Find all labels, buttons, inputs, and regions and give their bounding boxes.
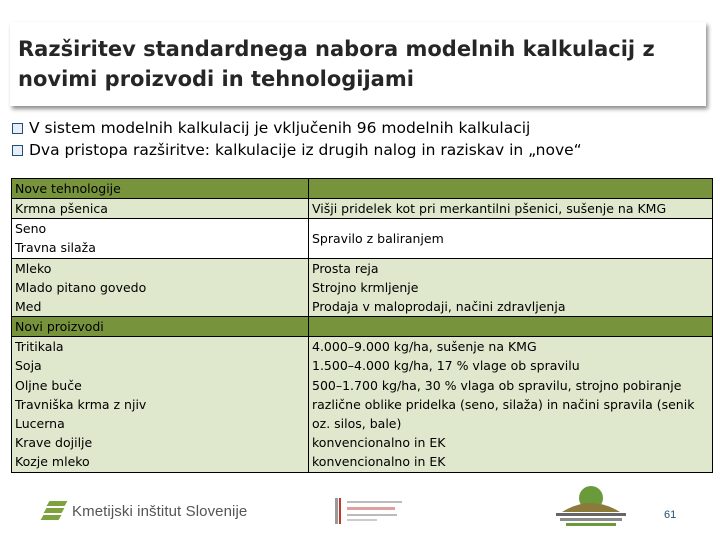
table-cell-left xyxy=(12,337,309,472)
university-faculty-logo-icon xyxy=(333,496,415,526)
bullet-item xyxy=(12,117,712,139)
bullet-item xyxy=(12,139,712,161)
header-cell: Nove tehnologije xyxy=(12,179,309,199)
header-cell-empty xyxy=(309,179,713,199)
cell-line: Soja xyxy=(15,358,42,374)
cell-line: različne oblike pridelka (seno, silaža) in načini spravila (senik xyxy=(312,396,695,412)
slide-title-line2: novimi proizvodi in tehnologijami xyxy=(18,67,414,91)
cell-line: Višji pridelek kot pri merkantilni pšenici, sušenje na KMG xyxy=(312,201,667,216)
bullet-text: Dva pristopa razširitve: kalkulacije iz drugih nalog in raziskav in „nove“ xyxy=(29,141,582,159)
slide-title-line1: Razširitev standardnega nabora modelnih kalkulacij z xyxy=(18,37,655,61)
cell-line: Mleko xyxy=(15,260,52,276)
cell-line: konvencionalno in EK xyxy=(312,435,446,451)
cell-line: 4.000–9.000 kg/ha, sušenje na KMG xyxy=(312,339,537,355)
cell-line: Travna silaža xyxy=(15,240,96,256)
cell-line: Prodaja v maloprodaji, načini zdravljenja xyxy=(312,299,566,315)
cell-line: Med xyxy=(15,299,42,315)
cell-line: Oljne buče xyxy=(15,377,82,393)
table-cell-left xyxy=(12,219,309,258)
cell-line: oz. silos, bale) xyxy=(312,416,402,432)
cell-line: Prosta reja xyxy=(312,260,379,276)
rural-development-logo-icon xyxy=(552,482,630,528)
table-row xyxy=(12,219,713,258)
institute-name: Kmetijski inštitut Slovenije xyxy=(72,502,248,520)
table-row xyxy=(12,258,713,317)
bullet-list xyxy=(12,117,712,161)
cell-line: 500–1.700 kg/ha, 30 % vlaga ob spravilu, strojno pobiranje xyxy=(312,377,682,393)
slide-title xyxy=(18,34,655,94)
header-cell-empty xyxy=(309,317,713,337)
title-box xyxy=(10,22,706,106)
cell-line: Spravilo z baliranjem xyxy=(312,230,444,246)
table-cell-right xyxy=(309,199,713,219)
table-section-header xyxy=(12,317,713,337)
cell-line: Krave dojilje xyxy=(15,435,93,451)
cell-line: Kozje mleko xyxy=(15,454,90,470)
cell-line: konvencionalno in EK xyxy=(312,454,446,470)
page-number: 61 xyxy=(664,509,677,521)
table-cell-right xyxy=(309,337,713,472)
cell-line: Lucerna xyxy=(15,416,65,432)
cell-line: Seno xyxy=(15,221,47,237)
cell-line: Strojno krmljenje xyxy=(312,279,419,295)
table-cell-left xyxy=(12,199,309,219)
table-section-header xyxy=(12,179,713,199)
checkbox-bullet-icon xyxy=(12,145,23,156)
table-cell-right xyxy=(309,219,713,258)
table-row xyxy=(12,199,713,219)
institute-mark-icon xyxy=(42,500,68,522)
cell-line: 1.500–4.000 kg/ha, 17 % vlage ob spravilu xyxy=(312,358,580,374)
bullet-text: V sistem modelnih kalkulacij je vključenih 96 modelnih kalkulacij xyxy=(29,119,531,137)
cell-line: Krmna pšenica xyxy=(15,201,108,216)
cell-line: Mlado pitano govedo xyxy=(15,279,147,295)
calculations-table xyxy=(11,178,713,473)
table-cell-left xyxy=(12,258,309,317)
cell-line: Travniška krma z njiv xyxy=(15,396,147,412)
header-cell: Novi proizvodi xyxy=(12,317,309,337)
checkbox-bullet-icon xyxy=(12,123,23,134)
cell-line: Tritikala xyxy=(15,339,64,355)
table-cell-right xyxy=(309,258,713,317)
table-row xyxy=(12,337,713,472)
institute-logo xyxy=(42,500,247,522)
